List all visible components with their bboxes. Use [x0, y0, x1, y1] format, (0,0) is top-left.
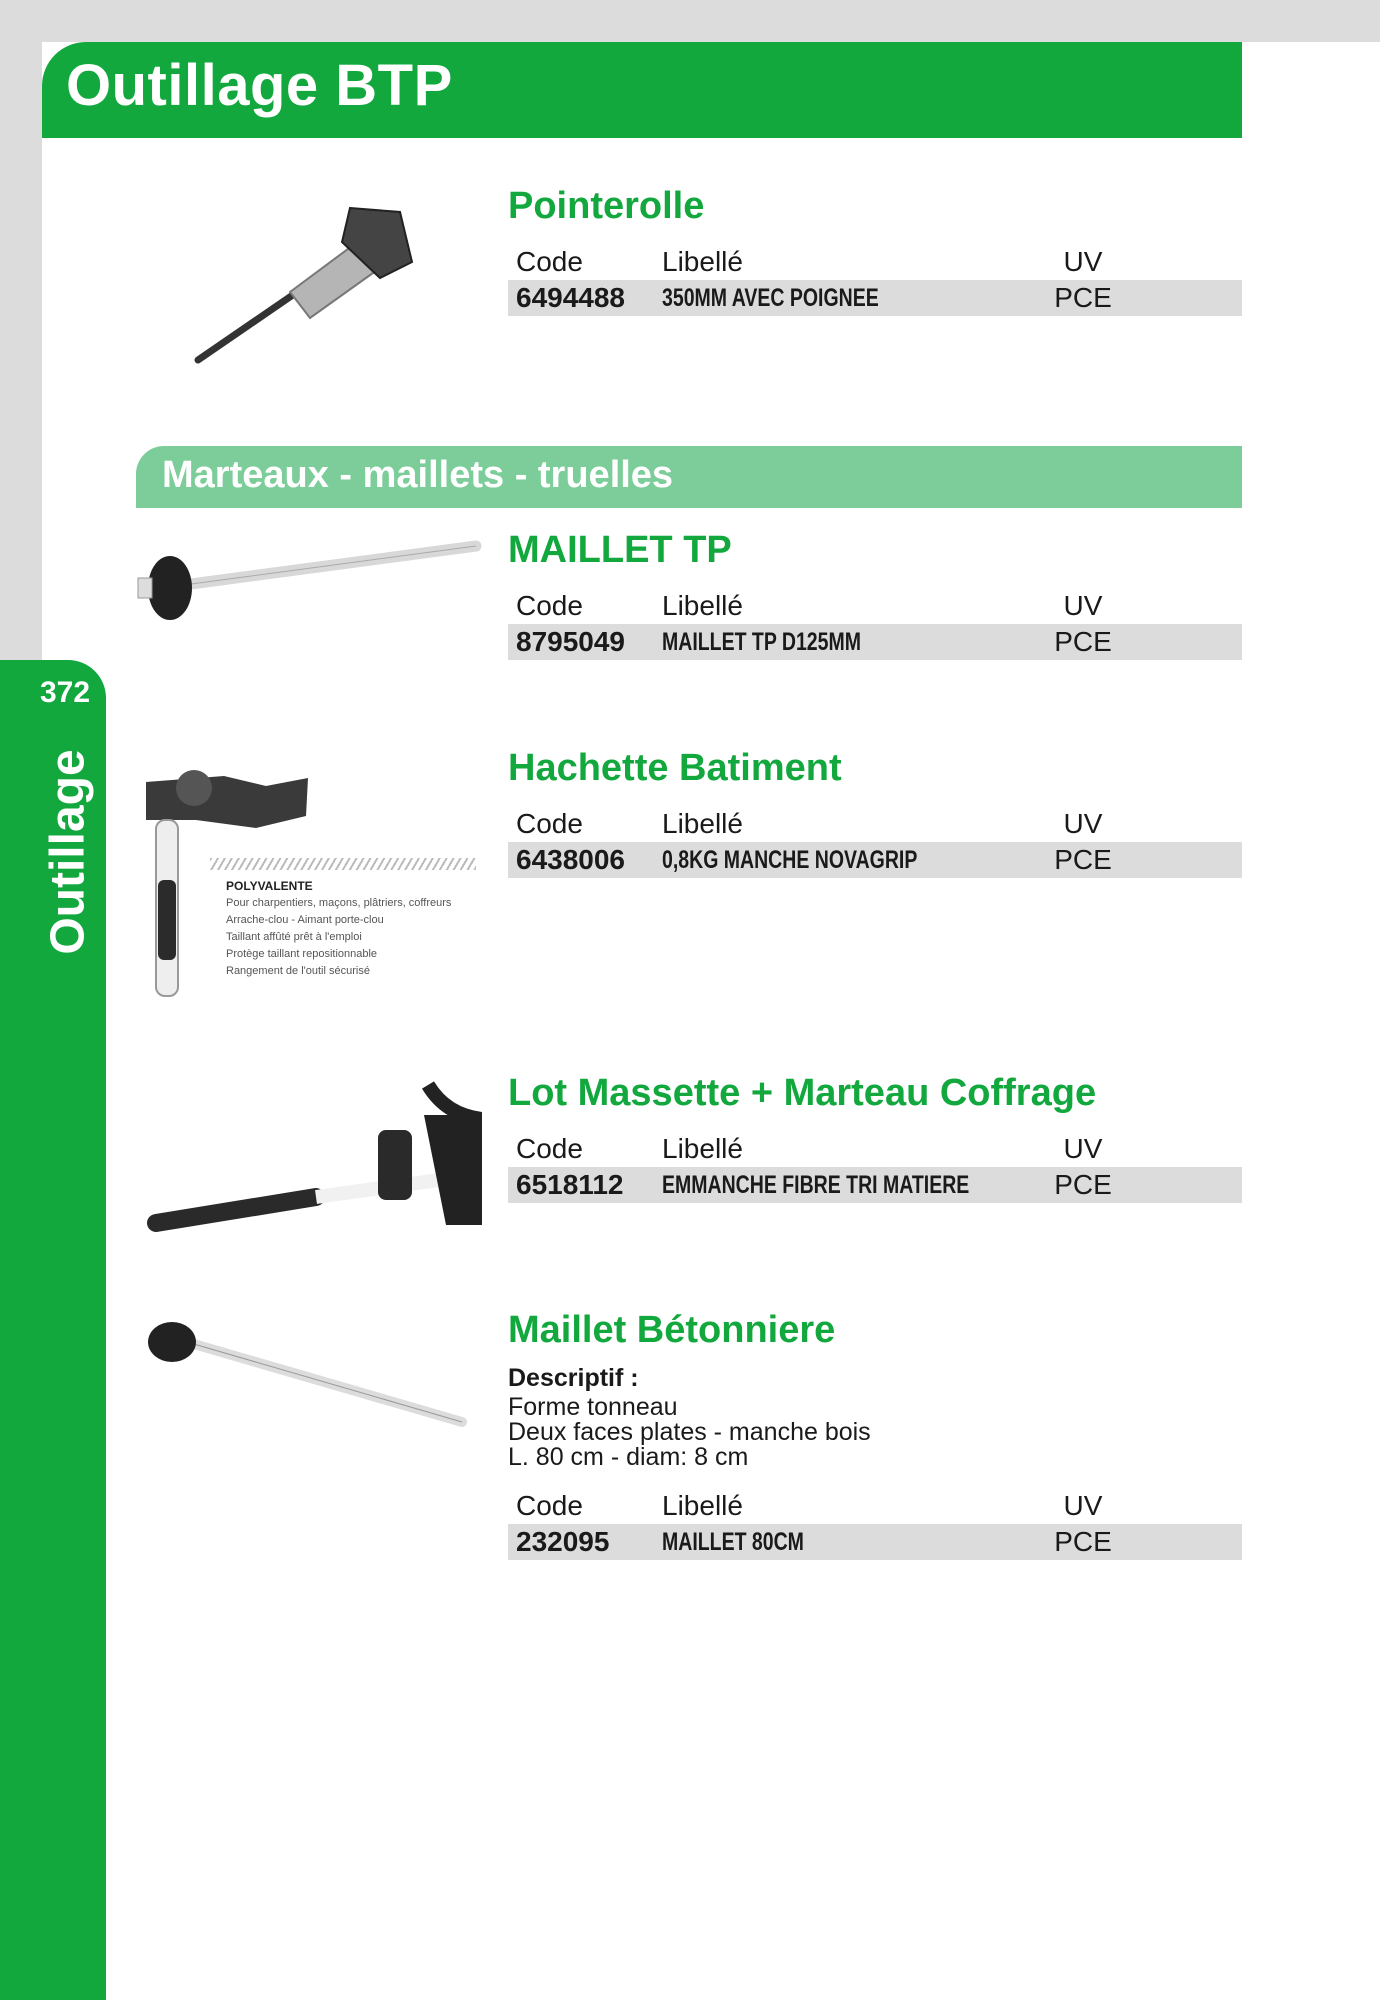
cell-label: MAILLET 80CM	[662, 1528, 804, 1556]
product-table	[508, 244, 1242, 316]
header-uv: UV	[1063, 590, 1103, 621]
table-row	[508, 624, 1242, 660]
product-title: Maillet Bétonniere	[508, 1309, 836, 1351]
table-header	[508, 588, 1242, 624]
cell-code: 232095	[516, 1526, 610, 1557]
top-margin-strip	[0, 0, 1380, 42]
product-title: MAILLET TP	[508, 529, 732, 571]
cell-label: 350MM AVEC POIGNEE	[662, 284, 879, 312]
feature-line: Arrache-clou - Aimant porte-clou	[226, 914, 384, 926]
header-code: Code	[516, 246, 583, 277]
header-code: Code	[516, 590, 583, 621]
cell-label: MAILLET TP D125MM	[662, 628, 861, 656]
product-maillet-betonniere	[508, 1304, 1242, 1560]
page-header	[42, 42, 1242, 138]
table-row	[508, 1167, 1242, 1203]
header-uv: UV	[1063, 1133, 1103, 1164]
header-uv: UV	[1063, 1490, 1103, 1521]
product-lot-massette-marteau	[508, 1067, 1242, 1203]
product-maillet-tp	[508, 524, 1242, 660]
description-heading: Descriptif :	[508, 1364, 639, 1392]
hammer-set-icon	[146, 1075, 482, 1235]
table-header	[508, 1488, 1242, 1524]
page-title: Outillage BTP	[66, 53, 453, 118]
cell-code: 6518112	[516, 1169, 624, 1200]
table-row	[508, 842, 1242, 878]
product-pointerolle	[508, 180, 1242, 316]
feature-line: Rangement de l'outil sécurisé	[226, 965, 370, 977]
product-title: Pointerolle	[508, 185, 705, 227]
cell-code: 6438006	[516, 844, 626, 875]
header-uv: UV	[1063, 246, 1103, 277]
cell-label: 0,8KG MANCHE NOVAGRIP	[662, 846, 918, 874]
product-table	[508, 1488, 1242, 1560]
description-line: Forme tonneau	[508, 1393, 678, 1421]
table-row	[508, 1524, 1242, 1560]
description-line: Deux faces plates - manche bois	[508, 1418, 871, 1446]
product-title: Lot Massette + Marteau Coffrage	[508, 1072, 1097, 1114]
description-line: L. 80 cm - diam: 8 cm	[508, 1443, 749, 1471]
cell-code: 8795049	[516, 626, 626, 657]
cell-label: EMMANCHE FIBRE TRI MATIERE	[662, 1171, 970, 1199]
header-code: Code	[516, 1133, 583, 1164]
side-section-label: Outillage	[41, 749, 95, 955]
feature-line: Taillant affûté prêt à l'emploi	[226, 931, 362, 943]
header-label: Libellé	[662, 808, 743, 839]
cell-uv: PCE	[1054, 1526, 1112, 1557]
mallet-icon	[136, 528, 486, 628]
feature-line: Protège taillant repositionnable	[226, 948, 378, 960]
table-header	[508, 1131, 1242, 1167]
header-label: Libellé	[662, 590, 743, 621]
cell-uv: PCE	[1054, 1169, 1112, 1200]
product-hachette-batiment	[508, 742, 1242, 878]
page-number: 372	[40, 676, 91, 709]
header-code: Code	[516, 1490, 583, 1521]
table-header	[508, 806, 1242, 842]
section-header	[136, 446, 1242, 508]
product-description	[508, 1366, 1242, 1470]
header-code: Code	[516, 808, 583, 839]
table-header	[508, 244, 1242, 280]
product-title: Hachette Batiment	[508, 747, 842, 789]
feature-line: Pour charpentiers, maçons, plâtriers, coffreurs	[226, 897, 452, 909]
cell-uv: PCE	[1054, 282, 1112, 313]
section-title: Marteaux - maillets - truelles	[162, 454, 674, 496]
product-table	[508, 806, 1242, 878]
decorative-hatch-line	[210, 858, 476, 870]
cell-uv: PCE	[1054, 844, 1112, 875]
cell-uv: PCE	[1054, 626, 1112, 657]
product-table	[508, 1131, 1242, 1203]
header-uv: UV	[1063, 808, 1103, 839]
feature-box	[226, 878, 486, 980]
table-row	[508, 280, 1242, 316]
cell-code: 6494488	[516, 282, 626, 313]
header-label: Libellé	[662, 1490, 743, 1521]
left-margin-strip	[0, 0, 42, 680]
product-table	[508, 588, 1242, 660]
feature-box-title: POLYVALENTE	[226, 879, 313, 893]
header-label: Libellé	[662, 1133, 743, 1164]
chisel-icon	[180, 180, 420, 370]
header-label: Libellé	[662, 246, 743, 277]
long-mallet-icon	[146, 1310, 472, 1440]
